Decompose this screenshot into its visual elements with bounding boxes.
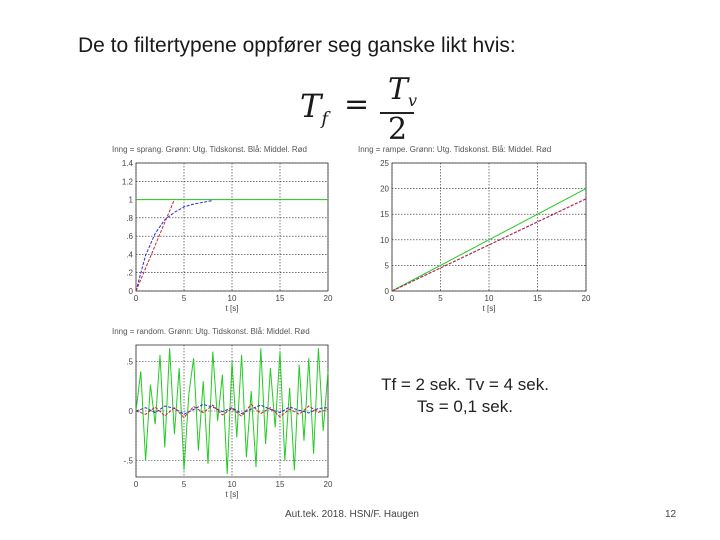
x-axis-label: t [s] bbox=[225, 304, 239, 313]
series-line-red bbox=[136, 200, 174, 291]
x-tick-label: 20 bbox=[323, 294, 333, 303]
parameter-values bbox=[360, 374, 570, 418]
x-tick-label: 10 bbox=[227, 480, 237, 489]
x-tick-label: 0 bbox=[389, 294, 395, 303]
x-tick-label: 10 bbox=[484, 294, 494, 303]
random-response-plot bbox=[112, 325, 360, 500]
x-axis-label: t [s] bbox=[482, 304, 496, 313]
footer-text: Aut.tek. 2018. HSN/F. Haugen bbox=[285, 509, 419, 520]
slide-title: De to filtertypene oppfører seg ganske likt hvis: bbox=[78, 34, 516, 57]
y-tick-label: 0 bbox=[384, 287, 389, 296]
formula-numerator: $T_v$ bbox=[388, 72, 418, 110]
y-tick-label: 25 bbox=[380, 159, 389, 168]
x-tick-label: 5 bbox=[438, 294, 443, 303]
step-response-svg bbox=[112, 143, 360, 315]
y-tick-label: 5 bbox=[384, 261, 389, 271]
step-response-plot bbox=[112, 143, 360, 315]
x-tick-label: 0 bbox=[133, 294, 139, 303]
y-tick-label: 1.4 bbox=[121, 159, 133, 168]
chart-title: Inng = rampe. Grønn: Utg. Tidskonst. Blå: Middel. Rød bbox=[358, 145, 552, 154]
formula-equals: = bbox=[344, 87, 370, 122]
series-line-green bbox=[392, 189, 586, 291]
x-tick-label: 5 bbox=[181, 480, 187, 489]
formula bbox=[300, 72, 420, 147]
page-number: 12 bbox=[665, 509, 677, 520]
y-tick-label: .8 bbox=[126, 213, 133, 223]
y-tick-label: 1.2 bbox=[121, 177, 133, 187]
ramp-response-plot bbox=[358, 143, 606, 315]
y-tick-label: .6 bbox=[126, 232, 133, 242]
x-tick-label: 10 bbox=[227, 294, 237, 303]
y-tick-label: -.5 bbox=[123, 456, 133, 466]
y-tick-label: 0 bbox=[128, 407, 133, 416]
random-response-svg bbox=[112, 325, 360, 500]
y-tick-label: .4 bbox=[126, 250, 133, 260]
y-tick-label: 10 bbox=[380, 235, 389, 245]
y-tick-label: .5 bbox=[126, 357, 133, 367]
chart-title: Inng = sprang. Grønn: Utg. Tidskonst. Blå: Middel. Rød bbox=[112, 145, 307, 154]
series-line-blue bbox=[136, 201, 213, 292]
x-tick-label: 5 bbox=[181, 294, 187, 303]
params-line-2: Ts = 0,1 sek. bbox=[417, 397, 513, 416]
x-axis-label: t [s] bbox=[225, 490, 239, 499]
y-tick-label: 20 bbox=[380, 184, 389, 194]
y-tick-label: 15 bbox=[380, 210, 389, 220]
chart-title: Inng = random. Grønn: Utg. Tidskonst. Blå: Middel. Rød bbox=[112, 327, 310, 336]
formula-denominator: 2 bbox=[388, 112, 408, 147]
ramp-response-svg bbox=[358, 143, 606, 315]
formula-lhs: $T_f$ bbox=[300, 87, 329, 130]
x-tick-label: 20 bbox=[323, 480, 333, 489]
x-tick-label: 15 bbox=[533, 294, 542, 303]
x-tick-label: 15 bbox=[275, 294, 285, 303]
x-tick-label: 15 bbox=[275, 480, 285, 489]
y-tick-label: 0 bbox=[128, 287, 133, 296]
params-line-1: Tf = 2 sek. Tv = 4 sek. bbox=[381, 375, 549, 394]
x-tick-label: 0 bbox=[133, 480, 139, 489]
x-tick-label: 20 bbox=[581, 294, 591, 303]
y-tick-label: 1 bbox=[128, 195, 133, 205]
y-tick-label: .2 bbox=[126, 268, 133, 278]
